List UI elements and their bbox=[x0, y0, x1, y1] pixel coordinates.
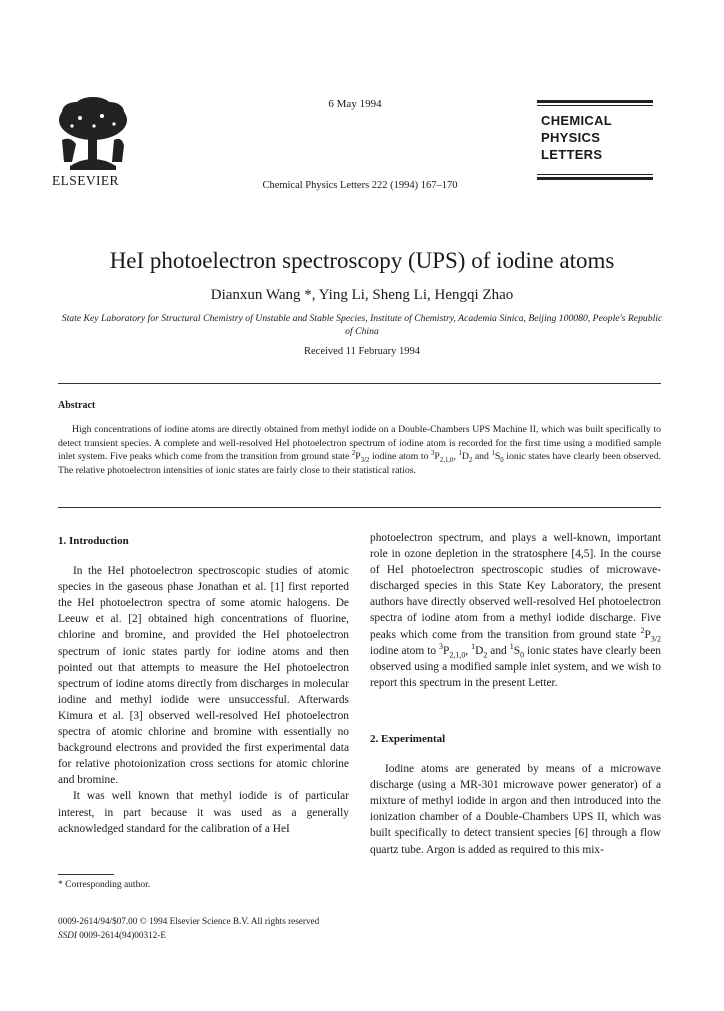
abstract-heading: Abstract bbox=[58, 400, 96, 411]
body-text: ionic states have clearly been observed using a modified sample inlet system, and we wish to report this spectrum in the present Letter. bbox=[370, 644, 661, 689]
left-column bbox=[58, 533, 349, 837]
term-sup: 3 bbox=[430, 450, 435, 458]
term-sub: 2,1,0 bbox=[449, 649, 466, 659]
copyright-line: 0009-2614/94/$07.00 © 1994 Elsevier Science B.V. All rights reserved bbox=[58, 916, 320, 926]
elsevier-tree-logo bbox=[50, 96, 136, 172]
term-sub: 3/2 bbox=[650, 633, 661, 643]
section-heading-introduction: 1. Introduction bbox=[58, 535, 129, 547]
abstract-text: High concentrations of iodine atoms are directly obtained from methyl iodide on a Double-Chambers UPS Machine II, which was built specifically to detect transient species. A complete and well-resolved HeI photoelectron spectrum of iodine atom is recorded for the first time using a modified sample inlet system. Five peaks which come from the transition from ground state bbox=[58, 424, 661, 463]
term-sup: 1 bbox=[458, 450, 462, 458]
term-sup: 1 bbox=[509, 641, 514, 651]
term-letter: P bbox=[443, 644, 450, 657]
term-sub: 0 bbox=[500, 457, 504, 465]
body-text: photoelectron spectrum, and plays a well-known, important role in ozone depletion in the stratosphere [4,5]. In the course of HeI photoelectron spectroscopic studies of microwave-discharged species in this State Key Laboratory, the present authors have directly observed well-resolved HeI photoelectron spectra of iodine atom from a methyl iodide discharge. Five peaks which come from the transition from ground state bbox=[370, 532, 661, 641]
term-sup: 2 bbox=[351, 450, 356, 458]
intro-paragraph-continued bbox=[370, 530, 661, 691]
intro-paragraph-1: In the HeI photoelectron spectroscopic studies of atomic species in the gaseous phase Jonathan et al. [1] first reported the HeI photoelectron spectra of some atomic halogens. De Leeuw et al. [2] obtained high concentrations of fluorine, chlorine and bromine, and provided the HeI photoelectron spectrum of ionic states partly for iodine atoms and then pointed out that attempts to measure the HeI photoelectron spectrum of iodine atoms directly from discharges in molecular iodine and methyl iodide were unsuccessful. Afterwards Kimura et al. [3] observed well-resolved HeI photoelectron spectra of atomic chlorine and bromine with essentially no background electrons and provided the first experimental data for relative photoionization cross sections for atomic chlorine and bromine. bbox=[58, 565, 349, 787]
abstract-top-rule bbox=[58, 383, 661, 384]
intro-paragraph-2: It was well known that methyl iodide is of particular interest, in part because it was used as a generally acknowledged standard for the calibration of a HeI bbox=[58, 790, 349, 835]
copyright-block bbox=[58, 915, 319, 942]
journal-logo-top-bar bbox=[537, 100, 653, 103]
ssdi-label: SSDI bbox=[58, 929, 77, 940]
ssdi-code: 0009-2614(94)00312-E bbox=[76, 929, 166, 940]
body-text: iodine atom to bbox=[370, 644, 440, 657]
abstract-bottom-rule bbox=[58, 507, 661, 508]
term-letter: P bbox=[355, 451, 361, 463]
term-separator: , bbox=[465, 644, 472, 657]
spacer bbox=[370, 747, 661, 761]
term-separator: , bbox=[453, 451, 459, 463]
journal-logo-bottom-thin-bar bbox=[537, 174, 653, 175]
received-date: Received 11 February 1994 bbox=[304, 346, 420, 357]
section-heading-experimental: 2. Experimental bbox=[370, 732, 446, 745]
term-sup: 1 bbox=[471, 641, 476, 651]
term-sup: 2 bbox=[640, 625, 645, 635]
article-title: HeI photoelectron spectroscopy (UPS) of iodine atoms bbox=[109, 248, 615, 273]
term-letter: D bbox=[461, 451, 469, 463]
journal-name bbox=[541, 112, 612, 163]
journal-logo-top-thin-bar bbox=[537, 105, 653, 106]
footnote-corresponding-author: * Corresponding author. bbox=[58, 880, 151, 890]
term-letter: D bbox=[475, 644, 484, 657]
term-sub: 0 bbox=[520, 649, 525, 659]
term-letter: P bbox=[434, 451, 440, 463]
publisher-name: ELSEVIER bbox=[52, 173, 119, 188]
abstract-text: and bbox=[472, 451, 492, 463]
journal-logo-bottom-bar bbox=[537, 177, 653, 180]
ssdi-line bbox=[58, 929, 319, 943]
term-sub: 2,1,0 bbox=[439, 457, 454, 465]
spacer bbox=[370, 691, 661, 731]
author-list: Dianxun Wang *, Ying Li, Sheng Li, Hengqi Zhao bbox=[210, 287, 514, 303]
term-sup: 3 bbox=[439, 641, 444, 651]
spacer bbox=[58, 549, 349, 563]
term-letter: S bbox=[513, 644, 521, 657]
experimental-paragraph-1: Iodine atoms are generated by means of a microwave discharge (using a MR-301 microwave power generator) of a mixture of methyl iodide in argon and then introduced into the ionization chamber of a Double-Chambers UPS II, which was built specifically to detect transient species [6] through a flow quartz tube. Argon is added as required to this mix- bbox=[370, 763, 661, 856]
journal-logo bbox=[537, 100, 653, 182]
body-text: and bbox=[487, 644, 510, 657]
journal-name-line-3: LETTERS bbox=[541, 147, 603, 162]
term-letter: P bbox=[644, 628, 651, 641]
affiliation: State Key Laboratory for Structural Chemistry of Unstable and Stable Species, Institute of Chemistry, Academia Sinica, Beijing 100080, People's Republic of China bbox=[61, 313, 663, 337]
footnote-rule bbox=[58, 874, 114, 875]
journal-citation: Chemical Physics Letters 222 (1994) 167–170 bbox=[262, 180, 458, 191]
right-column bbox=[370, 530, 661, 858]
journal-name-line-1: CHEMICAL bbox=[541, 113, 613, 128]
abstract-text: iodine atom to bbox=[369, 451, 431, 463]
abstract-text: ionic states have clearly been observed. The relative photoelectron intensities of ionic states are fairly close to their statistical ratios. bbox=[58, 451, 662, 477]
journal-name-line-2: PHYSICS bbox=[541, 130, 601, 145]
term-letter: S bbox=[494, 451, 501, 463]
term-sub: 2 bbox=[483, 649, 488, 659]
abstract-body bbox=[58, 423, 661, 478]
term-sub: 3/2 bbox=[360, 457, 370, 465]
term-sub: 2 bbox=[468, 457, 473, 465]
issue-date: 6 May 1994 bbox=[328, 98, 382, 110]
term-sup: 1 bbox=[491, 450, 495, 458]
